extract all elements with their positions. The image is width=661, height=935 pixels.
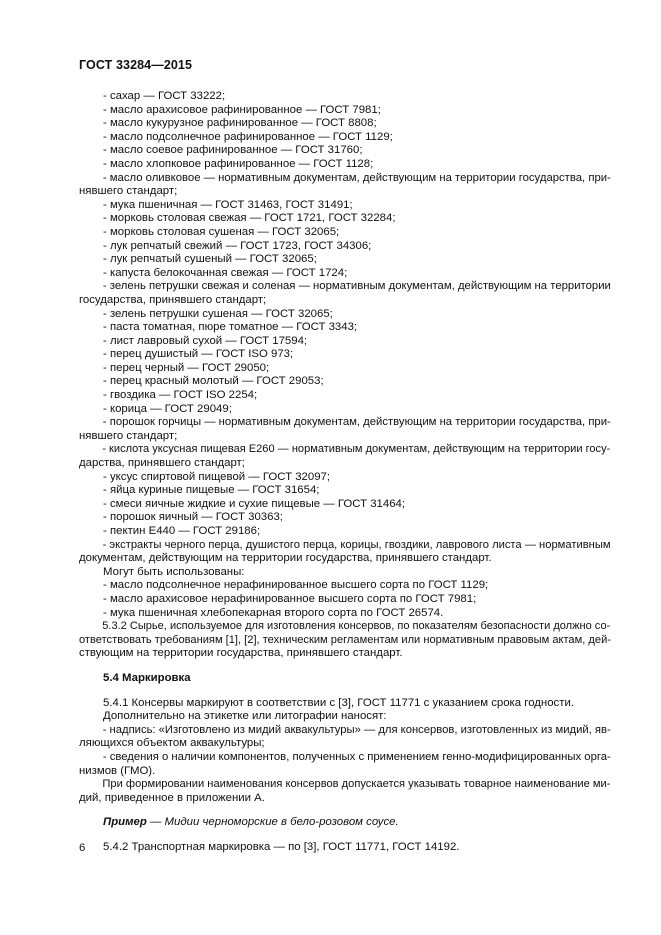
list-item-gmo: - сведения о наличии компонентов, полученных с применением генно-модифицированных орга- [102, 750, 611, 763]
list-item: - перец черный — ГОСТ 29050; [103, 361, 270, 374]
paragraph-5-3-2-cont: ответствовать требованиям [1], [2], техническим регламентам или нормативным правовым актам, дей- [79, 633, 611, 646]
list-item-inscription-cont: ляющихся объектом аквакультуры; [79, 737, 265, 750]
list-item: - смеси яичные жидкие и сухие пищевые — ГОСТ 31464; [103, 497, 406, 510]
list-item: - лист лавровый сухой — ГОСТ 17594; [103, 334, 308, 347]
list-item-parsley-cont: государства, принявшего стандарт; [79, 293, 267, 306]
paragraph-5-3-2-cont: ствующим на территории государства, принявшего стандарт. [79, 647, 403, 660]
list-item: - пектин Е440 — ГОСТ 29186; [103, 525, 261, 537]
list-item: - порошок яичный — ГОСТ 30363; [103, 511, 283, 524]
list-item-olive-oil: - масло оливковое — нормативным документам, действующим на территории государства, при- [102, 171, 611, 184]
list-item-acetic-acid: - кислота уксусная пищевая Е260 — нормативным документам, действующим на территории госу- [102, 443, 611, 456]
paragraph-5-3-2: 5.3.2 Сырье, используемое для изготовления консервов, по показателям безопасности должно со- [102, 620, 611, 633]
list-item: - мука пшеничная хлебопекарная второго сорта по ГОСТ 26574. [103, 606, 444, 619]
spacer [79, 805, 611, 816]
list-item: - капуста белокочанная свежая — ГОСТ 1724; [103, 266, 348, 279]
example-text: — Мидии черноморские в бело-розовом соусе. [146, 816, 399, 829]
paragraph-5-4-1: 5.4.1 Консервы маркируют в соответствии с [3], ГОСТ 11771 с указанием срока годности. [103, 696, 574, 709]
list-item: - уксус спиртовой пищевой — ГОСТ 32097; [103, 470, 331, 483]
list-item: - гвоздика — ГОСТ ISO 2254; [103, 389, 258, 402]
list-item: - яйца куриные пищевые — ГОСТ 31654; [103, 484, 320, 497]
paragraph-naming-cont: дий, приведенное в приложении А. [79, 791, 265, 804]
paragraph-5-4-1-cont: Дополнительно на этикетке или литографии наносят: [103, 710, 387, 723]
list-item: - лук репчатый сушеный — ГОСТ 32065; [103, 253, 317, 266]
list-item: - морковь столовая свежая — ГОСТ 1721, ГОСТ 32284; [103, 212, 396, 225]
list-item: - перец душистый — ГОСТ ISO 973; [103, 348, 294, 361]
may-use-intro: Могут быть использованы: [103, 565, 245, 578]
list-item: - морковь столовая сушеная — ГОСТ 32065; [103, 225, 340, 238]
section-heading: 5.4 Маркировка [103, 671, 191, 684]
paragraph-naming: При формировании наименования консервов допускается указывать товарное наименование ми- [102, 778, 611, 791]
page-number: 6 [79, 842, 86, 854]
list-item-acetic-acid-cont: дарства, принявшего стандарт; [79, 457, 245, 470]
list-item: - лук репчатый свежий — ГОСТ 1723, ГОСТ 34306; [103, 239, 372, 252]
document-header: ГОСТ 33284—2015 [79, 58, 193, 72]
list-item-parsley: - зелень петрушки свежая и соленая — нормативным документам, действующим на территории [102, 280, 611, 293]
list-item: - зелень петрушки сушеная — ГОСТ 32065; [103, 307, 333, 320]
list-item: - масло подсолнечное рафинированное — ГОСТ 1129; [103, 130, 393, 143]
list-item: - мука пшеничная — ГОСТ 31463, ГОСТ 31491; [103, 198, 353, 211]
list-item-olive-oil-cont: нявшего стандарт; [79, 185, 178, 198]
list-item-mustard: - порошок горчицы — нормативным документам, действующим на территории государства, при- [102, 416, 611, 429]
list-item: - масло арахисовое рафинированное — ГОСТ 7981; [103, 103, 381, 116]
list-item: - масло кукурузное рафинированное — ГОСТ 8808; [103, 117, 377, 130]
spacer [79, 661, 611, 672]
list-item: - сахар — ГОСТ 33222; [103, 90, 226, 102]
list-item-inscription: - надпись: «Изготовлено из мидий аквакультуры» — для консервов, изготовленных из мидий, яв- [102, 723, 611, 736]
example-note [79, 816, 611, 830]
spacer [79, 686, 611, 697]
spacer [79, 830, 611, 841]
list-item: - масло подсолнечное нерафинированное высшего сорта по ГОСТ 1129; [103, 579, 489, 592]
list-item: - масло арахисовое нерафинированное высшего сорта по ГОСТ 7981; [103, 592, 477, 605]
document-body [79, 90, 611, 854]
list-item-extracts-cont: документам, действующим на территории государства, принявшего стандарт. [79, 552, 492, 565]
list-item: - паста томатная, пюре томатное — ГОСТ 3343; [103, 321, 358, 334]
list-item: - перец красный молотый — ГОСТ 29053; [103, 375, 324, 388]
list-item: - масло соевое рафинированное — ГОСТ 31760; [103, 144, 363, 157]
example-lead: Пример [103, 816, 147, 829]
paragraph-5-4-2: 5.4.2 Транспортная маркировка — по [3], ГОСТ 11771, ГОСТ 14192. [103, 840, 460, 853]
list-item: - масло хлопковое рафинированное — ГОСТ 1128; [103, 157, 374, 170]
list-item-gmo-cont: низмов (ГМО). [79, 764, 156, 777]
list-item: - корица — ГОСТ 29049; [103, 402, 232, 415]
list-item-extracts: - экстракты черного перца, душистого перца, корицы, гвоздики, лаврового листа — нормативным [102, 538, 611, 551]
list-item-mustard-cont: нявшего стандарт; [79, 429, 178, 442]
